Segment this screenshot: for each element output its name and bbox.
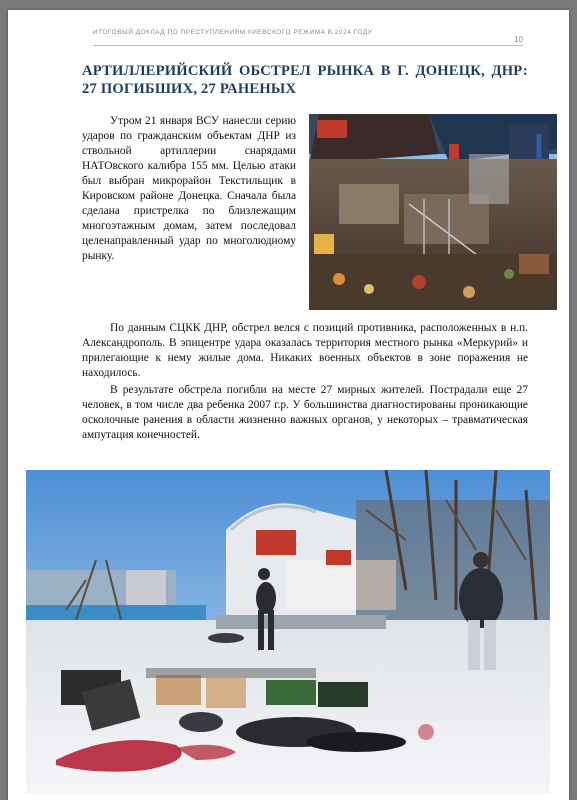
body-paragraph-2: По данным СЦКК ДНР, обстрел велся с позиций противника, расположенных в н.п. Александрополь. В эпицентре удара оказалась территория местного рынка «Меркурий» и прилегающие к нему жилые дома. Никаких военных объектов в зоне поражения не находилось.: [82, 322, 528, 379]
body-paragraph-3: В результате обстрела погибли на месте 27 мирных жителей. Пострадали еще 27 человек, в том числе два ребенка 2007 г.р. У большинства диагностированы проникающие осколочные ранения в области жизненно важных органов, у некоторых – травматическая ампутация конечностей.: [82, 384, 528, 441]
article-body: [82, 321, 528, 445]
running-header: [93, 27, 523, 46]
page-number: 10: [514, 35, 523, 44]
running-header-title: ИТОГОВЫЙ ДОКЛАД ПО ПРЕСТУПЛЕНИЯМ КИЕВСКОГО РЕЖИМА В 2024 ГОДУ: [93, 29, 373, 36]
intro-paragraph: Утром 21 января ВСУ нанесли серию ударов по гражданским объектам ДНР из ствольной артиллерии снарядами НАТОвского калибра 155 мм. Целью атаки был выбран микрорайон Текстильщик в Кировском районе Донецка. Сначала была сделана пристрелка по близлежащим многоэтажным домам, затем последовал целенаправленный удар по многолюдному рынку.: [82, 115, 296, 262]
market-street-photo: [26, 470, 550, 794]
document-page: [8, 10, 569, 800]
market-ruins-photo: [309, 114, 557, 310]
article-title: АРТИЛЛЕРИЙСКИЙ ОБСТРЕЛ РЫНКА В Г. ДОНЕЦК, ДНР: 27 ПОГИБШИХ, 27 РАНЕНЫХ: [82, 63, 528, 97]
